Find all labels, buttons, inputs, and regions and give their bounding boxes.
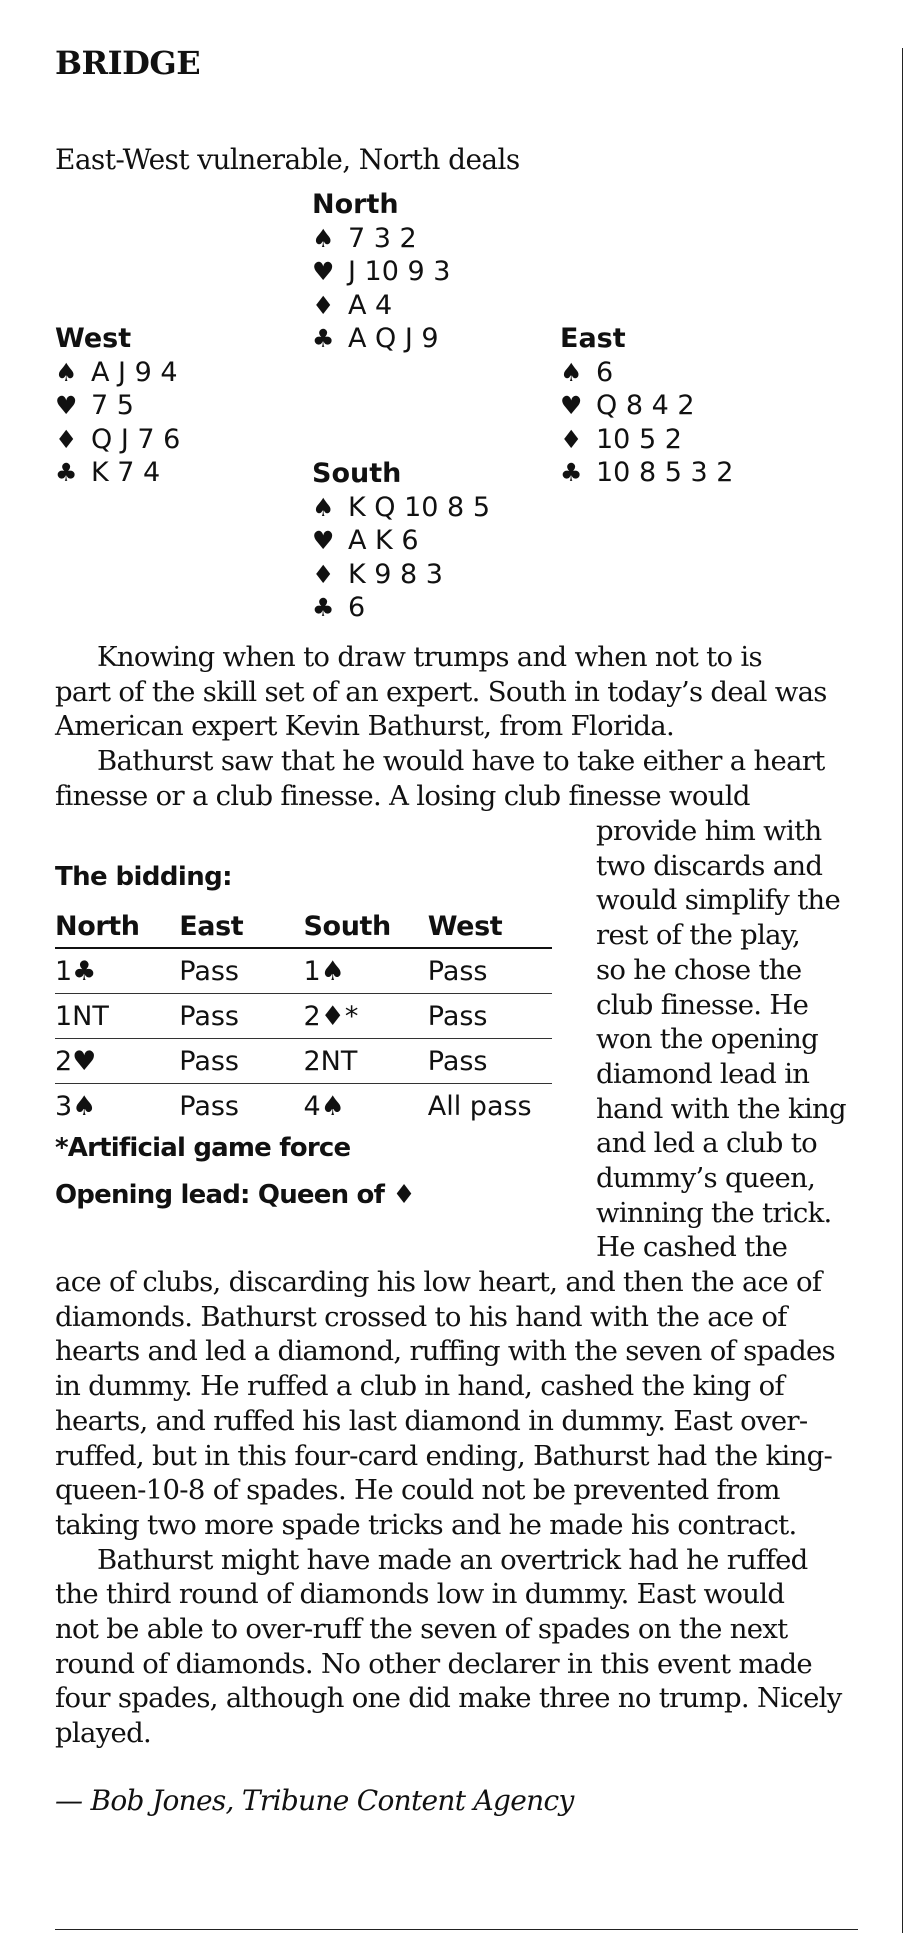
bid-cell: Pass: [427, 955, 488, 987]
byline-credit: — Bob Jones, Tribune Content Agency: [55, 1784, 574, 1817]
bid-cell: Pass: [179, 955, 239, 987]
hand-east: [560, 322, 733, 490]
article-line: would simplify the: [596, 884, 841, 917]
diamond-icon: ♦: [312, 559, 335, 589]
bidding-row: [55, 1084, 552, 1128]
west-spades: A J 9 4: [91, 356, 178, 388]
south-hearts: A K 6: [348, 525, 419, 557]
spade-icon: ♠: [55, 357, 78, 387]
south-clubs: 6: [348, 592, 366, 624]
east-diamonds: 10 5 2: [596, 423, 682, 455]
article-line: round of diamonds. No other declarer in this event made: [55, 1647, 812, 1680]
bid-cell: 4♠: [303, 1090, 345, 1122]
diamond-icon: ♦: [55, 424, 78, 454]
article-line: hand with the king: [596, 1092, 846, 1125]
hand-west-label: West: [55, 323, 132, 354]
bid-cell: Pass: [427, 1045, 488, 1077]
bidding-table: [55, 905, 552, 1128]
south-spades: K Q 10 8 5: [348, 491, 491, 523]
heart-icon: ♥: [312, 257, 335, 287]
bidding-col-east: East: [179, 910, 244, 942]
club-icon: ♣: [55, 458, 78, 488]
heart-icon: ♥: [560, 391, 583, 421]
hand-west: [55, 322, 180, 490]
article-line: four spades, although one did make three no trump. Nicely: [55, 1682, 842, 1715]
bid-cell: 2NT: [303, 1045, 358, 1077]
article-line: played.: [55, 1717, 152, 1750]
article-line: He cashed the: [596, 1231, 788, 1264]
east-hearts: Q 8 4 2: [596, 390, 695, 422]
article-line: in dummy. He ruffed a club in hand, cashed the king of: [55, 1370, 784, 1403]
page-title: BRIDGE: [55, 44, 201, 82]
hand-south-label: South: [312, 458, 402, 489]
hand-north-label: North: [312, 189, 399, 220]
article-line: part of the skill set of an expert. South in today’s deal was: [55, 675, 827, 708]
north-diamonds: A 4: [348, 289, 393, 321]
bid-cell: 1NT: [55, 1000, 109, 1032]
article-line: rest of the play,: [596, 919, 801, 952]
article-line: diamonds. Bathurst crossed to his hand with the ace of: [55, 1300, 787, 1333]
west-clubs: K 7 4: [91, 457, 161, 489]
south-diamonds: K 9 8 3: [348, 558, 443, 590]
bid-cell: 1♠: [303, 955, 345, 987]
bidding-heading: The bidding:: [55, 862, 232, 892]
article-line: provide him with: [596, 815, 822, 847]
heart-icon: ♥: [312, 526, 335, 556]
hand-north: [312, 188, 450, 356]
article-body: [55, 1265, 842, 1751]
bid-cell: All pass: [427, 1090, 532, 1122]
article-line: Bathurst might have made an overtrick had he ruffed: [97, 1543, 808, 1576]
east-spades: 6: [596, 356, 614, 388]
article-line: taking two more spade tricks and he made his contract.: [55, 1508, 797, 1541]
article-line: hearts, and ruffed his last diamond in dummy. East over-: [55, 1404, 808, 1437]
article-line: diamond lead in: [596, 1057, 810, 1090]
bidding-footnote: *Artificial game force: [55, 1133, 351, 1163]
article-line: not be able to over-ruff the seven of spades on the next: [55, 1613, 788, 1646]
bid-cell: 2♥: [55, 1045, 97, 1077]
article-line: the third round of diamonds low in dummy. East would: [55, 1578, 785, 1611]
spade-icon: ♠: [312, 223, 335, 253]
north-hearts: J 10 9 3: [348, 256, 451, 288]
article-line: two discards and: [596, 849, 823, 882]
north-spades: 7 3 2: [348, 222, 417, 254]
column-rule-bottom: [55, 1929, 858, 1930]
vulnerability-line: East-West vulnerable, North deals: [55, 143, 520, 176]
bid-cell: Pass: [179, 1090, 239, 1122]
article-line: Knowing when to draw trumps and when not to is: [97, 641, 762, 673]
article-line: won the opening: [596, 1023, 819, 1056]
article-line: and led a club to: [596, 1127, 817, 1160]
bid-cell: 1♣: [55, 955, 97, 987]
bid-cell: Pass: [427, 1000, 488, 1032]
article-line: ruffed, but in this four-card ending, Bathurst had the king-: [55, 1439, 833, 1472]
west-hearts: 7 5: [91, 390, 134, 422]
heart-icon: ♥: [55, 391, 78, 421]
article-line: winning the trick.: [596, 1196, 832, 1229]
bid-cell: 2♦*: [303, 1000, 359, 1032]
article-line: dummy’s queen,: [596, 1162, 816, 1195]
article-line: American expert Kevin Bathurst, from Florida.: [55, 710, 675, 743]
article-intro: [55, 640, 827, 814]
article-line: queen-10-8 of spades. He could not be prevented from: [55, 1474, 780, 1507]
article-line: club finesse. He: [596, 988, 809, 1021]
bid-cell: Pass: [179, 1000, 239, 1032]
article-line: ace of clubs, discarding his low heart, and then the ace of: [55, 1266, 822, 1298]
bidding-col-south: South: [303, 910, 391, 942]
bid-cell: Pass: [179, 1045, 239, 1077]
article-line: Bathurst saw that he would have to take either a heart: [97, 745, 825, 778]
club-icon: ♣: [560, 458, 583, 488]
north-clubs: A Q J 9: [348, 323, 439, 355]
article-line: so he chose the: [596, 953, 802, 986]
west-diamonds: Q J 7 6: [91, 423, 181, 455]
article-line: finesse or a club finesse. A losing club finesse would: [55, 779, 750, 812]
east-clubs: 10 8 5 3 2: [596, 457, 734, 489]
bidding-row: [55, 994, 552, 1039]
club-icon: ♣: [312, 324, 335, 354]
spade-icon: ♠: [312, 492, 335, 522]
bidding-col-west: West: [427, 910, 503, 942]
bidding-row: [55, 1039, 552, 1084]
spade-icon: ♠: [560, 357, 583, 387]
bidding-col-north: North: [55, 910, 140, 942]
opening-lead: Opening lead: Queen of ♦: [55, 1180, 415, 1210]
article-column: [596, 814, 846, 1265]
hand-east-label: East: [560, 323, 626, 354]
bidding-row: [55, 949, 552, 994]
article-line: hearts and led a diamond, ruffing with the seven of spades: [55, 1335, 835, 1368]
bidding-header-row: [55, 905, 552, 949]
diamond-icon: ♦: [560, 424, 583, 454]
diamond-icon: ♦: [312, 290, 335, 320]
bid-cell: 3♠: [55, 1090, 97, 1122]
club-icon: ♣: [312, 593, 335, 623]
hand-south: [312, 457, 490, 625]
